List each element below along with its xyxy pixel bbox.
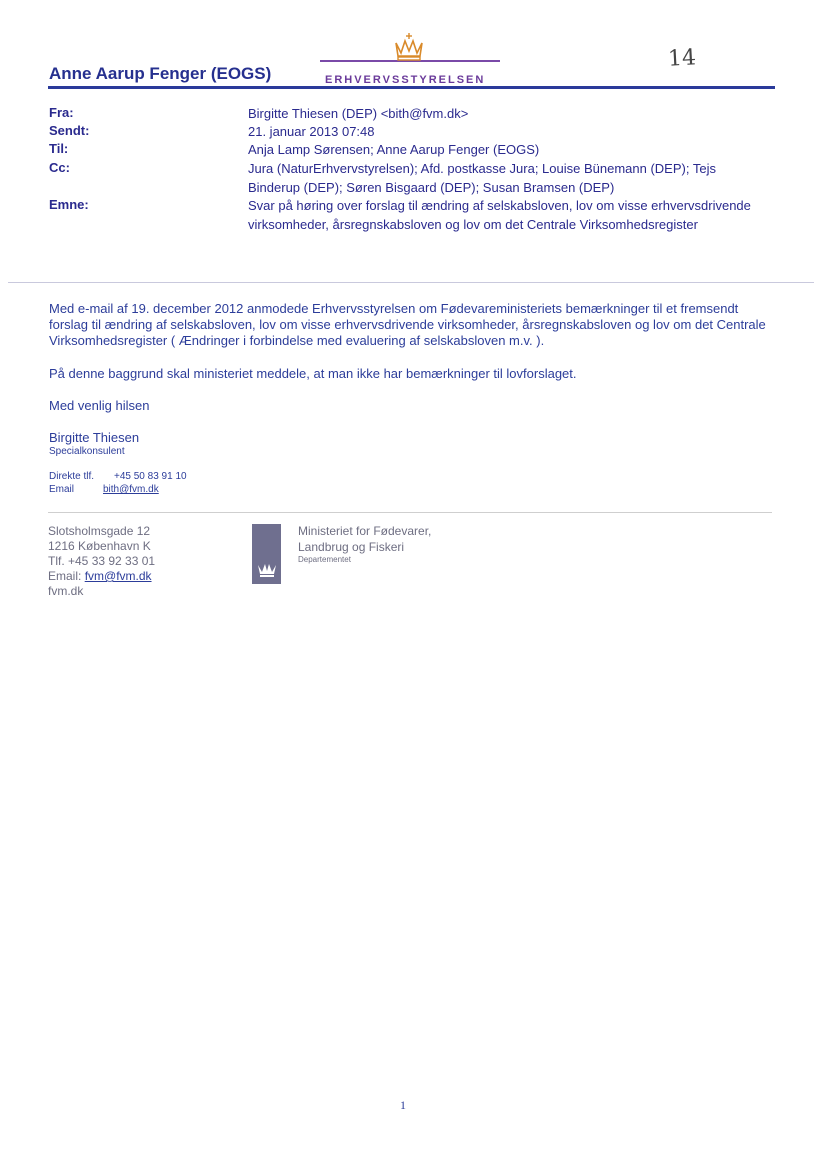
ministry-crown-icon <box>256 558 278 578</box>
cc-label: Cc: <box>49 160 70 175</box>
mailbox-owner: Anne Aarup Fenger (EOGS) <box>49 64 272 83</box>
signature-title: Specialkonsulent <box>49 446 125 457</box>
signature-phone-label: Direkte tlf. <box>49 471 95 482</box>
crown-logo-icon <box>392 31 426 63</box>
cc-value: Jura (NaturErhvervstyrelsen); Afd. postkasse Jura; Louise Bünemann (DEP); Tejs Binderup (DEP); Søren Bisgaard (DEP); Susan Bramsen (DEP) <box>248 161 716 195</box>
header-separator <box>8 282 814 283</box>
ministry-name-line-2: Landbrug og Fiskeri <box>298 540 405 554</box>
footer-street: Slotsholmsgade 12 <box>48 524 151 538</box>
handwritten-page-note: 14 <box>667 45 697 72</box>
from-value: Birgitte Thiesen (DEP) <bith@fvm.dk> <box>248 106 469 121</box>
header-rule <box>48 86 775 89</box>
body-paragraph-2: På denne baggrund skal ministeriet meddele, at man ikke har bemærkninger til lovforslaget. <box>49 366 577 381</box>
footer-email-link[interactable]: fvm@fvm.dk <box>84 569 152 583</box>
subject-label: Emne: <box>49 197 89 212</box>
page-number: 1 <box>400 1098 406 1112</box>
ministry-name-line-1: Ministeriet for Fødevarer, <box>298 524 432 538</box>
footer-email-prefix: Email: <box>48 569 82 583</box>
subject-value: Svar på høring over forslag til ændring af selskabsloven, lov om visse erhvervsdrivende virksomheder, årsregnskabsloven og lov om det Centrale Virksomhedsregister <box>248 198 751 232</box>
footer-phone: Tlf. +45 33 92 33 01 <box>48 554 156 568</box>
sent-value: 21. januar 2013 07:48 <box>248 124 375 139</box>
footer-separator <box>48 512 772 513</box>
from-label: Fra: <box>49 105 74 120</box>
sent-label: Sendt: <box>49 123 90 138</box>
signature-name: Birgitte Thiesen <box>49 430 140 445</box>
signature-email-label: Email <box>49 484 75 495</box>
signature-email-link[interactable]: bith@fvm.dk <box>103 484 159 495</box>
to-value: Anja Lamp Sørensen; Anne Aarup Fenger (EOGS) <box>248 142 540 157</box>
agency-logo-text: ERHVERVSSTYRELSEN <box>325 74 486 86</box>
ministry-department: Departementet <box>298 555 351 564</box>
body-closing: Med venlig hilsen <box>49 398 150 413</box>
footer-email-line <box>48 569 152 583</box>
footer-city: 1216 København K <box>48 539 151 553</box>
body-paragraph-1: Med e-mail af 19. december 2012 anmodede Erhvervsstyrelsen om Fødevareministeriets bemærkninger til et fremsendt forslag til ændring af selskabsloven, lov om visse erhvervsdrivende virksomheder, årsregnskabsloven og lov om det Centrale Virksomhedsregister ( Ændringer i forbindelse med evaluering af selskabsloven m.v. ). <box>49 301 766 348</box>
signature-phone-value: +45 50 83 91 10 <box>114 471 187 482</box>
to-label: Til: <box>49 141 69 156</box>
footer-web-link[interactable]: fvm.dk <box>48 584 84 598</box>
